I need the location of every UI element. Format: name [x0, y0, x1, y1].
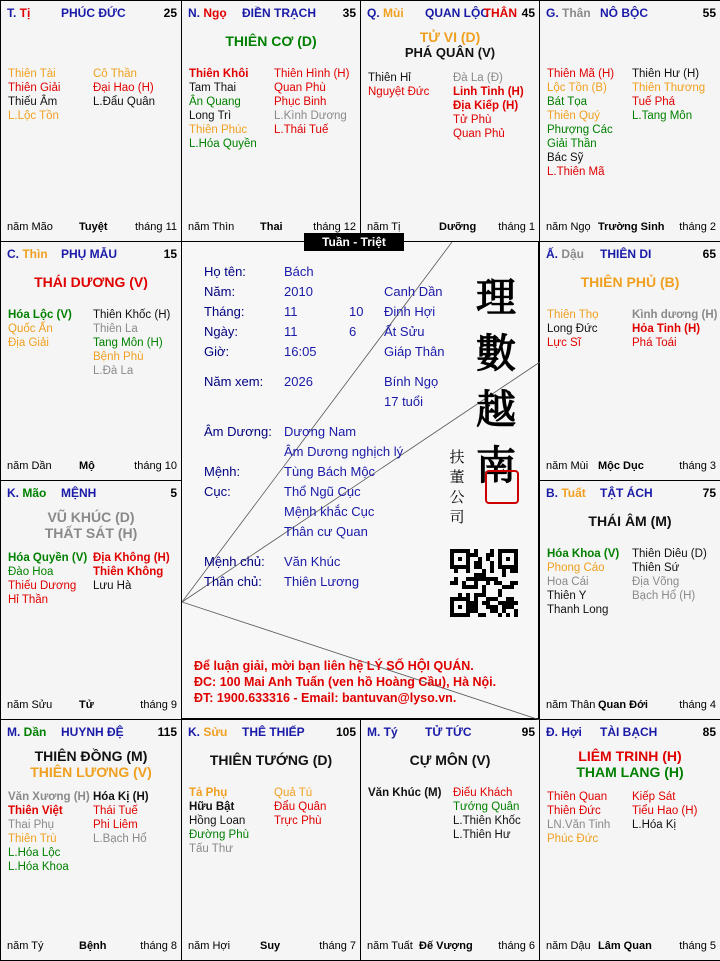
minor-star: Địa Giải — [8, 337, 49, 349]
palace-number: 55 — [702, 6, 716, 20]
palace-stem: B. — [546, 486, 558, 500]
minor-star: L.Hóa Khoa — [8, 861, 69, 873]
palace-header — [188, 725, 356, 741]
minor-star: Tướng Quân — [453, 801, 520, 813]
minor-star: Hóa Khoa (V) — [547, 548, 620, 560]
main-star: THÁI ÂM (M) — [588, 513, 672, 529]
label-nam-xem: Năm xem: — [204, 374, 264, 389]
minor-stars-right — [453, 786, 521, 842]
minor-star: Thiên Diêu (D) — [632, 548, 707, 560]
palace-branch: Ngọ — [200, 6, 227, 20]
palace-life-stage: Lâm Quan — [598, 940, 652, 952]
minor-star: Thiên Thọ — [547, 309, 599, 321]
palace-year: năm Dậu — [546, 940, 591, 952]
minor-stars-right — [632, 67, 705, 123]
palace-life-stage: Bệnh — [79, 940, 107, 952]
minor-star: Thiên Y — [547, 590, 587, 602]
value-nam: 2010 — [284, 284, 313, 299]
palace-stem: G. — [546, 6, 559, 20]
palace-life-stage: Tử — [79, 699, 94, 711]
minor-star: Văn Xương (H) — [8, 791, 90, 803]
minor-star: L.Tang Môn — [632, 110, 693, 122]
palace-life-stage: Mộc Dục — [598, 460, 644, 472]
contact-line-3: ĐT: 1900.633316 - Email: bantuvan@lyso.vn. — [194, 691, 457, 705]
palace-footer — [546, 221, 716, 235]
value-thang-can: Đinh Hợi — [384, 304, 436, 319]
palace-stem: C. — [7, 247, 19, 261]
minor-star: Thiên Việt — [8, 805, 63, 817]
minor-star: Hỉ Thần — [8, 594, 49, 606]
palace-house-name: PHÚC ĐỨC — [61, 6, 126, 20]
minor-stars-right — [274, 67, 349, 137]
minor-star: Thiên Mã (H) — [547, 68, 615, 80]
minor-star: L.Hóa Kị — [632, 819, 677, 831]
minor-star: Thiên Giải — [8, 82, 61, 94]
minor-star: LN.Văn Tinh — [547, 819, 611, 831]
minor-star: Tuế Phá — [632, 96, 676, 108]
minor-stars-left — [547, 67, 614, 179]
minor-star: Kình dương (H) — [632, 309, 718, 321]
label-am-duong: Âm Dương: — [204, 424, 272, 439]
minor-star: Hóa Kị (H) — [93, 791, 149, 803]
value-ho-ten: Bách — [284, 264, 314, 279]
palace-suu — [181, 719, 361, 961]
minor-star: Văn Khúc (M) — [368, 787, 442, 799]
palace-stem: N. — [188, 6, 200, 20]
minor-star: Hóa Lộc (V) — [8, 309, 72, 321]
palace-number: 15 — [163, 247, 177, 261]
minor-star: Bạch Hổ (H) — [632, 590, 696, 602]
palace-footer — [367, 940, 535, 954]
value-gio-can: Giáp Thân — [384, 344, 445, 359]
palace-header — [7, 486, 177, 502]
main-star: THIÊN TƯỚNG (D) — [209, 752, 333, 768]
minor-star: Tả Phụ — [189, 787, 228, 799]
minor-star: Thiên Khôi — [189, 68, 249, 80]
minor-star: Tử Phù — [453, 114, 492, 126]
minor-star: Đẩu Quân — [274, 801, 327, 813]
palace-month: tháng 1 — [498, 221, 535, 233]
palace-header — [546, 486, 716, 502]
minor-star: Phong Cáo — [547, 562, 605, 574]
minor-star: Địa Võng — [632, 576, 680, 588]
minor-star: L.Hóa Lộc — [8, 847, 61, 859]
palace-month: tháng 6 — [498, 940, 535, 952]
palace-branch: Hợi — [558, 725, 582, 739]
minor-star: Đại Hao (H) — [93, 82, 154, 94]
minor-star: Quốc Ấn — [8, 323, 53, 335]
value-menh: Tùng Bách Mộc — [284, 464, 376, 479]
main-star: TỬ VI (D) — [419, 29, 481, 45]
minor-stars-left — [547, 308, 599, 350]
value-thang-am: 10 — [349, 304, 364, 319]
minor-star: Quan Phù — [274, 82, 326, 94]
palace-footer — [7, 940, 177, 954]
main-star: LIÊM TRINH (H) — [578, 748, 682, 764]
palace-ty — [360, 719, 540, 961]
palace-house-name: THÊ THIẾP — [242, 725, 305, 739]
minor-star: Lưu Hà — [93, 580, 132, 592]
label-gio: Giờ: — [204, 344, 230, 359]
value-menh-chu: Văn Khúc — [284, 554, 341, 569]
company-seal-text: 扶 董 公 司 — [449, 448, 465, 526]
minor-star: Phi Liêm — [93, 819, 138, 831]
palace-life-stage: Tuyệt — [79, 221, 108, 233]
palace-year: năm Mùi — [546, 460, 589, 472]
minor-star: Hóa Quyền (V) — [8, 552, 88, 564]
minor-star: Thiên Đức — [547, 805, 601, 817]
minor-star: Quả Tú — [274, 787, 313, 799]
minor-star: Phúc Đức — [547, 833, 599, 845]
value-am-duong: Dương Nam — [284, 424, 357, 439]
value-cuc: Thổ Ngũ Cục — [284, 484, 361, 499]
minor-star: L.Thiên Mã — [547, 166, 605, 178]
palace-header — [546, 725, 716, 741]
minor-star: Bát Tọa — [547, 96, 588, 108]
palace-branch: Tị — [16, 6, 31, 20]
minor-star: Thiên Sứ — [632, 562, 680, 574]
qr-code-icon — [450, 549, 518, 617]
palace-header — [546, 247, 716, 263]
palace-tuat — [539, 480, 720, 720]
minor-star: Thiếu Âm — [8, 96, 58, 108]
minor-star: Đường Phù — [189, 829, 249, 841]
palace-number: 45 — [521, 6, 535, 20]
minor-star: Hỏa Tinh (H) — [632, 323, 701, 335]
label-nam: Năm: — [204, 284, 236, 299]
value-nam-xem-can: Bính Ngọ — [384, 374, 439, 389]
palace-month: tháng 4 — [679, 699, 716, 711]
palace-footer — [7, 699, 177, 713]
palace-header — [546, 6, 716, 22]
label-menh-chu: Mệnh chủ: — [204, 554, 265, 569]
minor-stars-left — [189, 67, 257, 151]
palace-stem: M. — [7, 725, 21, 739]
palace-year: năm Dần — [7, 460, 52, 472]
palace-year: năm Ngọ — [546, 221, 591, 233]
palace-thin — [0, 241, 182, 481]
value-am-duong-2: Âm Dương nghịch lý — [284, 444, 404, 459]
palace-number: 65 — [702, 247, 716, 261]
minor-stars-left — [8, 308, 72, 350]
palace-hoi — [539, 719, 720, 961]
center-info-panel — [181, 241, 539, 719]
minor-star: L.Hóa Quyền — [189, 138, 257, 150]
minor-star: Thiên Phúc — [189, 124, 248, 136]
palace-life-stage: Suy — [260, 940, 281, 952]
label-ngay: Ngày: — [204, 324, 238, 339]
value-than-chu: Thiên Lương — [284, 574, 360, 589]
main-star: VŨ KHÚC (D) — [47, 509, 135, 525]
minor-star: Bệnh Phù — [93, 351, 144, 363]
minor-stars-right — [453, 71, 524, 141]
palace-house-name: PHỤ MẪU — [61, 247, 117, 261]
palace-number: 35 — [342, 6, 356, 20]
minor-star: L.Đẩu Quân — [93, 96, 156, 108]
palace-branch: Dần — [20, 725, 47, 739]
minor-star: Cô Thần — [93, 68, 137, 80]
palace-branch: Thìn — [19, 247, 48, 261]
minor-star: Hoa Cái — [547, 576, 589, 588]
minor-stars-left — [547, 790, 610, 846]
palace-house-name: TẬT ÁCH — [600, 486, 653, 500]
main-star: THÁI DƯƠNG (V) — [34, 274, 148, 290]
palace-than — [539, 0, 720, 242]
minor-stars-right — [274, 786, 326, 828]
palace-header — [7, 6, 177, 22]
palace-footer — [546, 699, 716, 713]
minor-star: L.Đà La — [93, 365, 134, 377]
palace-branch: Mùi — [379, 6, 404, 20]
minor-star: Địa Không (H) — [93, 552, 170, 564]
minor-star: L.Kình Dương — [274, 110, 347, 122]
main-star: THIÊN CƠ (D) — [225, 33, 317, 49]
palace-header — [7, 725, 177, 741]
palace-life-stage: Mộ — [79, 460, 95, 472]
minor-star: L.Thiên Hư — [453, 829, 511, 841]
value-ngay-can: Ất Sửu — [384, 324, 425, 339]
minor-star: Tấu Thư — [189, 843, 233, 855]
label-thang: Tháng: — [204, 304, 245, 319]
palace-branch: Tuất — [558, 486, 586, 500]
minor-star: Thiên Quan — [547, 791, 608, 803]
minor-star: Tang Môn (H) — [93, 337, 163, 349]
minor-star: Tiểu Hao (H) — [632, 805, 698, 817]
minor-star: Thanh Long — [547, 604, 609, 616]
palace-branch: Tý — [380, 725, 398, 739]
contact-line-2: ĐC: 100 Mai Anh Tuấn (ven hồ Hoàng Cầu), Hà Nội. — [194, 675, 497, 689]
value-nam-xem: 2026 — [284, 374, 313, 389]
main-star: THIÊN PHỦ (B) — [580, 274, 680, 290]
minor-star: Nguyệt Đức — [368, 86, 430, 98]
palace-month: tháng 3 — [679, 460, 716, 472]
minor-star: L.Bạch Hổ — [93, 833, 147, 845]
minor-star: Lực Sĩ — [547, 337, 581, 349]
value-ngay: 11 — [284, 324, 298, 339]
minor-stars-left — [547, 547, 619, 617]
palace-mui — [360, 0, 540, 242]
main-star: THAM LANG (H) — [576, 764, 684, 780]
label-than-chu: Thân chủ: — [204, 574, 262, 589]
minor-star: Trực Phù — [274, 815, 322, 827]
palace-footer — [546, 940, 716, 954]
palace-house-name: MỆNH — [61, 486, 97, 500]
main-star: CỰ MÔN (V) — [409, 752, 491, 768]
palace-house-name: TỬ TỨC — [425, 725, 472, 739]
palace-header — [188, 6, 356, 22]
palace-stem: K. — [188, 725, 200, 739]
palace-ti — [0, 0, 182, 242]
palace-month: tháng 12 — [313, 221, 356, 233]
palace-stem: K. — [7, 486, 19, 500]
minor-stars-left — [8, 67, 60, 123]
label-ho-ten: Họ tên: — [204, 264, 246, 279]
minor-star: Thiên Hư (H) — [632, 68, 700, 80]
palace-month: tháng 5 — [679, 940, 716, 952]
minor-star: Phượng Các — [547, 124, 613, 136]
palace-house-name: QUAN LỘC — [425, 6, 489, 20]
minor-stars-right — [632, 308, 717, 350]
palace-year: năm Mão — [7, 221, 53, 233]
minor-stars-right — [93, 551, 170, 593]
palace-month: tháng 9 — [140, 699, 177, 711]
minor-star: Lộc Tồn (B) — [547, 82, 607, 94]
palace-month: tháng 8 — [140, 940, 177, 952]
palace-year: năm Sửu — [7, 699, 53, 711]
palace-number: 85 — [702, 725, 716, 739]
palace-house-name: THIÊN DI — [600, 247, 652, 261]
minor-star: Thai Phụ — [8, 819, 55, 831]
palace-branch: Sửu — [200, 725, 228, 739]
palace-stem: Đ. — [546, 725, 558, 739]
palace-number: 115 — [157, 725, 177, 739]
palace-house-name: TÀI BẠCH — [600, 725, 658, 739]
minor-stars-right — [632, 790, 697, 832]
minor-stars-left — [8, 551, 87, 607]
palace-year: năm Hợi — [188, 940, 231, 952]
palace-header — [7, 247, 177, 263]
palace-ngo — [181, 0, 361, 242]
minor-stars-right — [93, 790, 149, 846]
palace-house-name: NÔ BỘC — [600, 6, 648, 20]
ly-so-logo: 理 數 越 南 — [476, 274, 516, 489]
palace-stem: M. — [367, 725, 381, 739]
palace-year: năm Thân — [546, 699, 596, 711]
palace-number: 75 — [702, 486, 716, 500]
palace-number: 105 — [335, 725, 356, 739]
minor-star: Long Trì — [189, 110, 232, 122]
minor-star: L.Thiên Khốc — [453, 815, 521, 827]
minor-stars-left — [189, 786, 249, 856]
palace-life-stage: Quan Đới — [598, 699, 648, 711]
contact-line-1: Để luận giải, mời bạn liên hệ LÝ SỐ HỘI QUÁN. — [194, 659, 474, 673]
value-tuoi: 17 tuổi — [384, 394, 424, 409]
palace-stem: T. — [7, 6, 17, 20]
minor-star: Long Đức — [547, 323, 598, 335]
red-stamp-icon — [485, 470, 519, 504]
minor-stars-left — [368, 786, 441, 800]
minor-star: Quan Phủ — [453, 128, 505, 140]
minor-star: Thiên Thương — [632, 82, 706, 94]
palace-branch: Mão — [19, 486, 47, 500]
palace-footer — [188, 940, 356, 954]
minor-star: Thiên Tài — [8, 68, 56, 80]
minor-star: Đà La (Đ) — [453, 72, 503, 84]
palace-branch: Thân — [558, 6, 591, 20]
minor-star: Hồng Loan — [189, 815, 246, 827]
minor-star: Giải Thần — [547, 138, 597, 150]
palace-number: 25 — [163, 6, 177, 20]
minor-stars-right — [93, 67, 155, 109]
palace-header — [367, 6, 535, 22]
palace-number: 5 — [170, 486, 177, 500]
palace-number: 95 — [521, 725, 535, 739]
palace-life-stage: Đế Vượng — [419, 940, 473, 952]
minor-star: Ân Quang — [189, 96, 241, 108]
palace-footer — [7, 460, 177, 474]
palace-branch: Dậu — [558, 247, 585, 261]
minor-star: Thiên Hỉ — [368, 72, 411, 84]
palace-dan — [0, 719, 182, 961]
palace-stem: Q. — [367, 6, 380, 20]
minor-star: Thiên La — [93, 323, 138, 335]
minor-star: Phục Binh — [274, 96, 327, 108]
minor-stars-left — [8, 790, 90, 874]
minor-star: Bác Sỹ — [547, 152, 584, 164]
palace-dau — [539, 241, 720, 481]
minor-star: Đào Hoa — [8, 566, 54, 578]
minor-star: Thiên Trù — [8, 833, 57, 845]
value-cuc-2: Mệnh khắc Cục — [284, 504, 375, 519]
palace-month: tháng 10 — [134, 460, 177, 472]
palace-year: năm Tý — [7, 940, 44, 952]
palace-footer — [7, 221, 177, 235]
main-star: THẤT SÁT (H) — [44, 525, 138, 541]
minor-star: Thiên Khốc (H) — [93, 309, 171, 321]
minor-stars-right — [632, 547, 707, 603]
minor-star: Thiếu Dương — [8, 580, 77, 592]
minor-star: Phá Toái — [632, 337, 677, 349]
label-menh: Mệnh: — [204, 464, 241, 479]
value-ngay-am: 6 — [349, 324, 357, 339]
palace-year: năm Thìn — [188, 221, 235, 233]
value-thang: 11 — [284, 304, 298, 319]
minor-star: Linh Tinh (H) — [453, 86, 524, 98]
palace-year: năm Tị — [367, 221, 401, 233]
value-gio: 16:05 — [284, 344, 317, 359]
minor-star: Thiên Không — [93, 566, 164, 578]
minor-stars-left — [368, 71, 429, 99]
palace-stem: Ấ. — [546, 247, 558, 261]
palace-month: tháng 11 — [134, 221, 177, 233]
minor-star: L.Thái Tuế — [274, 124, 329, 136]
value-nam-can: Canh Dần — [384, 284, 443, 299]
minor-star: Thiên Hình (H) — [274, 68, 350, 80]
main-star: THIÊN ĐỒNG (M) — [34, 748, 148, 764]
palace-month: tháng 7 — [319, 940, 356, 952]
minor-star: Kiếp Sát — [632, 791, 676, 803]
palace-header — [367, 725, 535, 741]
minor-stars-right — [93, 308, 170, 378]
palace-life-stage: Dưỡng — [439, 221, 477, 233]
palace-house-name: ĐIỀN TRẠCH — [242, 6, 316, 20]
tuan-triet-badge: Tuần - Triệt — [304, 233, 404, 251]
palace-year: năm Tuất — [367, 940, 413, 952]
palace-month: tháng 2 — [679, 221, 716, 233]
minor-star: Điếu Khách — [453, 787, 513, 799]
label-cuc: Cục: — [204, 484, 231, 499]
palace-life-stage: Thai — [260, 221, 283, 233]
minor-star: Địa Kiếp (H) — [453, 100, 519, 112]
palace-life-stage: Trường Sinh — [598, 221, 665, 233]
minor-star: Hữu Bật — [189, 801, 235, 813]
minor-star: Thiên Quý — [547, 110, 601, 122]
palace-house-name: HUYNH ĐỆ — [61, 725, 124, 739]
value-cuc-3: Thân cư Quan — [284, 524, 368, 539]
minor-star: Thái Tuế — [93, 805, 138, 817]
palace-mao — [0, 480, 182, 720]
main-star: PHÁ QUÂN (V) — [404, 45, 496, 60]
palace-footer — [546, 460, 716, 474]
minor-star: Tam Thai — [189, 82, 237, 94]
main-star: THIÊN LƯƠNG (V) — [30, 764, 152, 780]
than-marker: THÂN — [483, 6, 517, 20]
minor-star: L.Lộc Tồn — [8, 110, 59, 122]
